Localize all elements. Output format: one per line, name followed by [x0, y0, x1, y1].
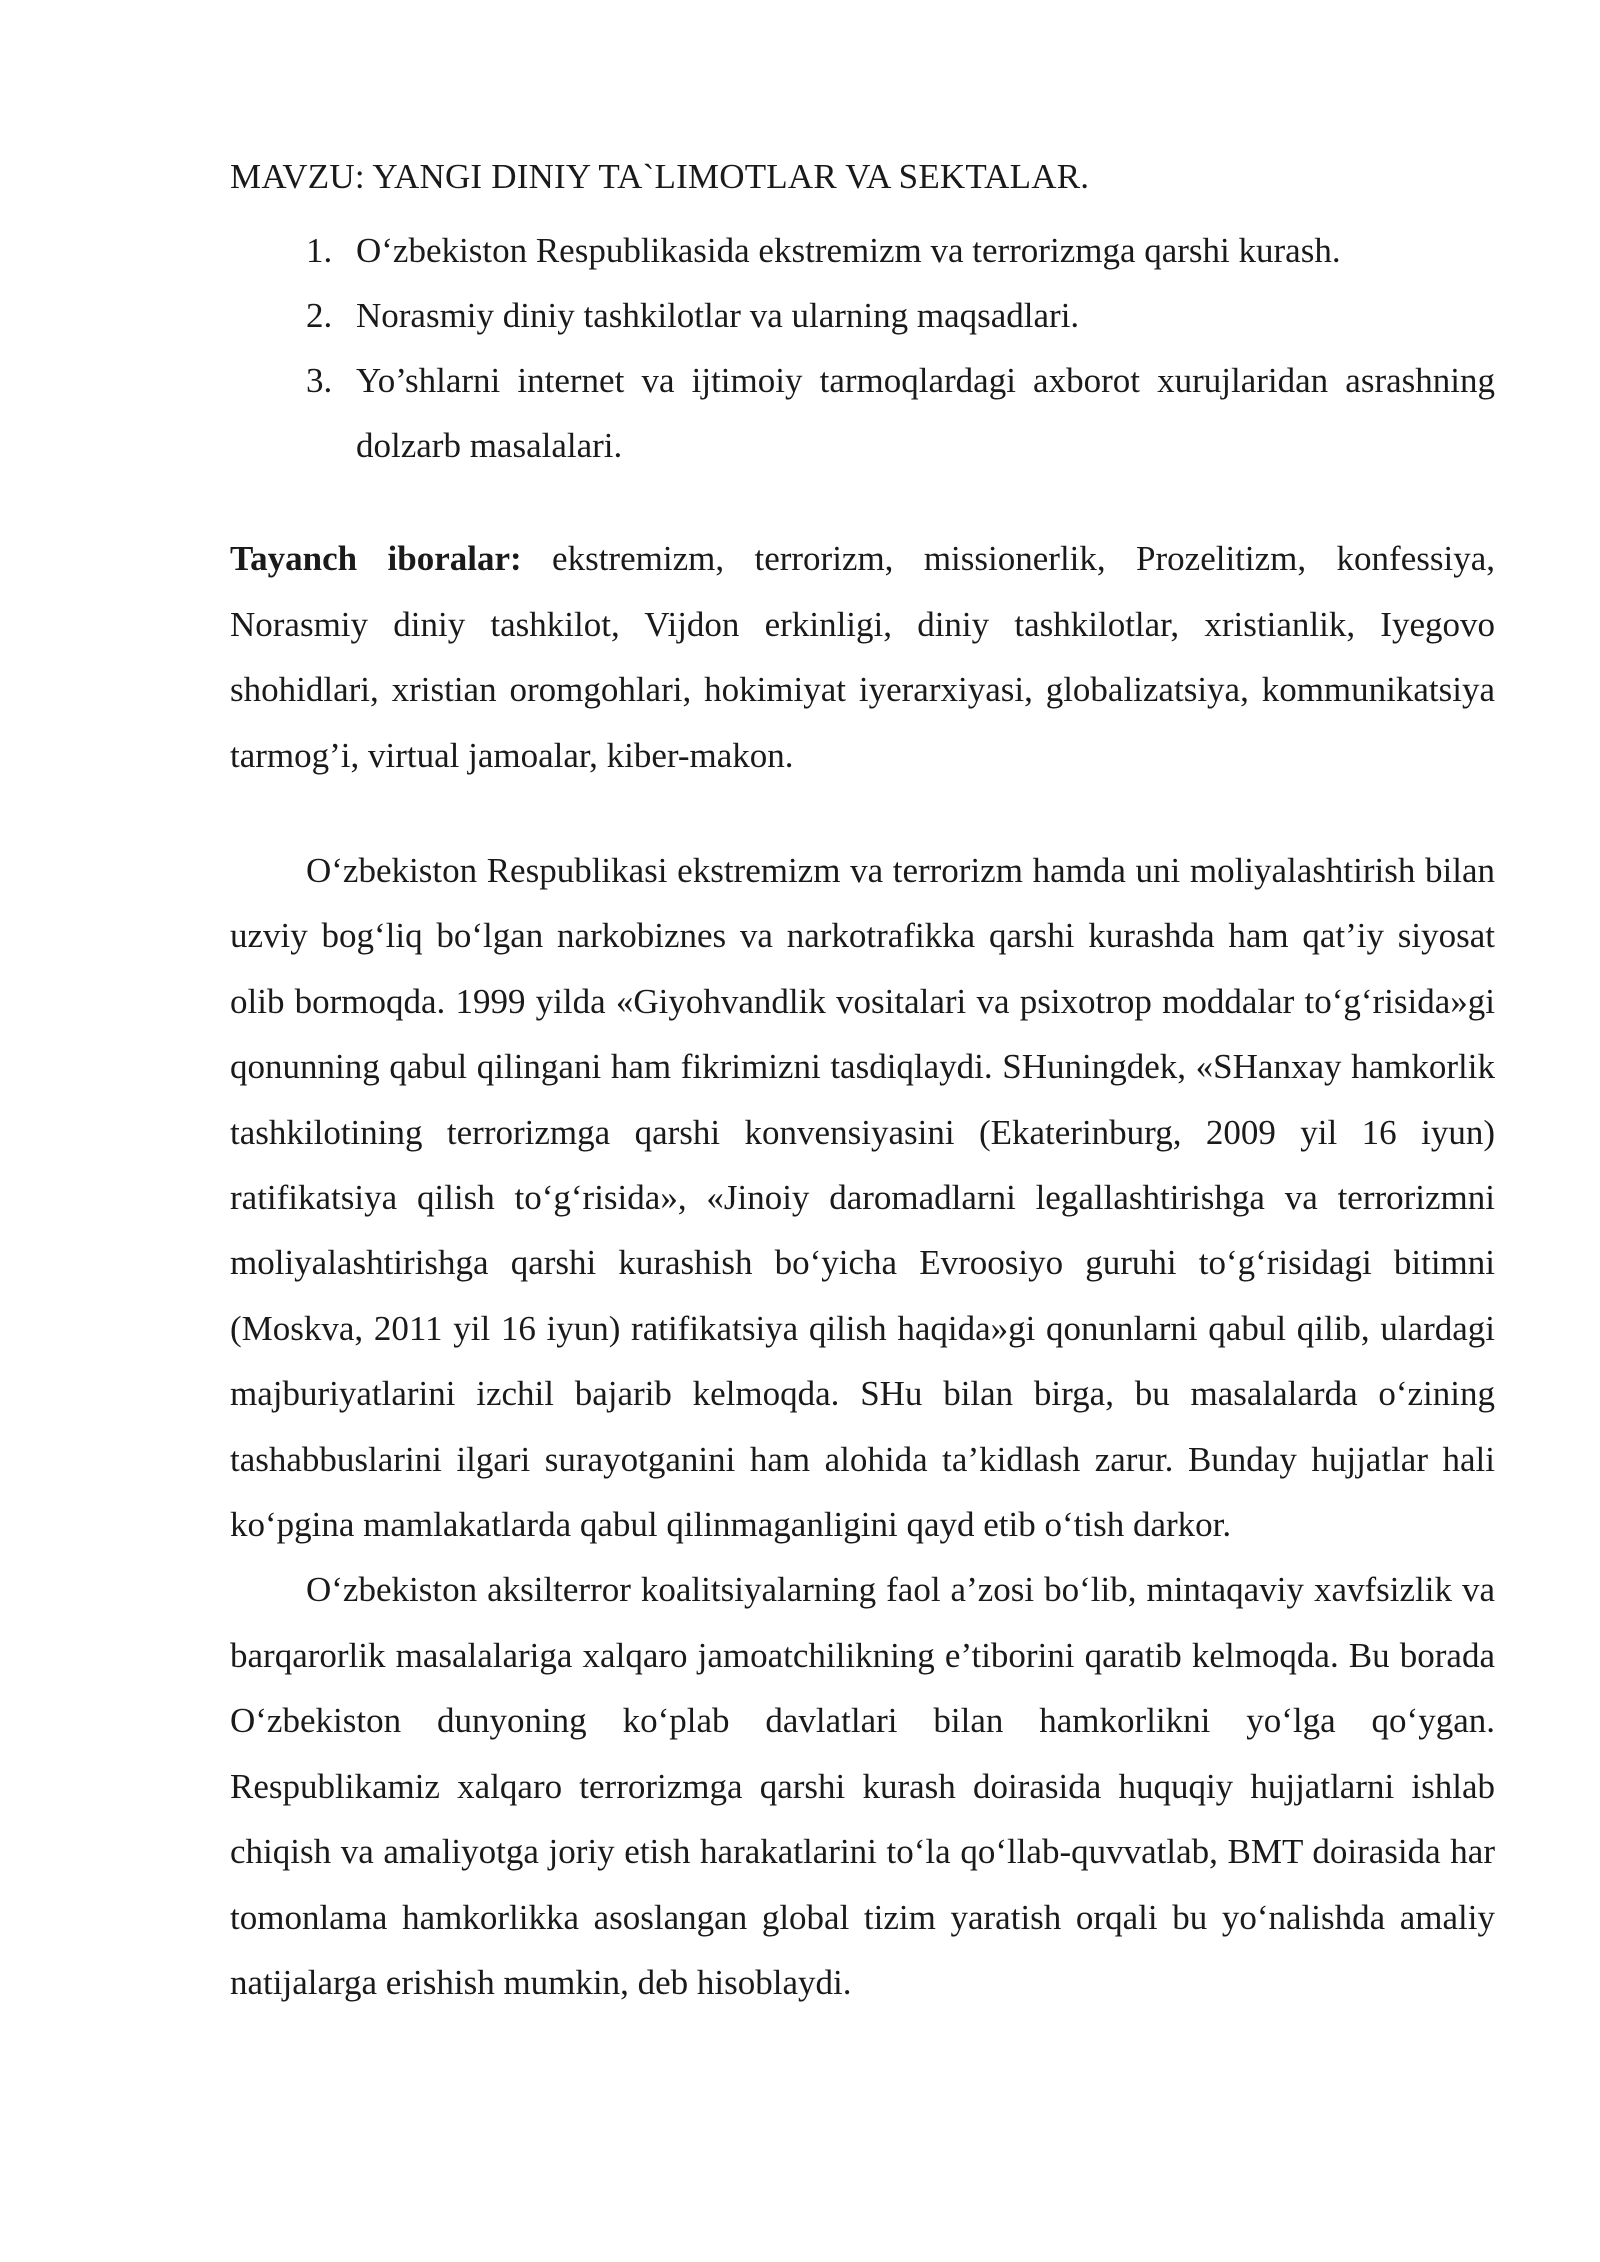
- topic-text: Yo’shlarni internet va ijtimoiy tarmoqlardagi axborot xurujlaridan asrashning dolzarb masalalari.: [356, 361, 1495, 465]
- keywords-paragraph: [230, 526, 1495, 788]
- topic-text: Norasmiy diniy tashkilotlar va ularning maqsadlari.: [356, 296, 1080, 335]
- keywords-label: Tayanch iboralar:: [230, 539, 522, 578]
- topic-item: [230, 283, 1495, 348]
- body-paragraph: O‘zbekiston Respublikasi ekstremizm va terrorizm hamda uni moliyalashtirish bilan uzviy bog‘liq bo‘lgan narkobiznes va narkotrafikka qarshi kurashda ham qat’iy siyosat olib bormoqda. 1999 yilda «Giyohvandlik vositalari va psixotrop moddalar to‘g‘risida»gi qonunning qabul qilingani ham fikrimizni tasdiqlaydi. SHuningdek, «SHanxay hamkorlik tashkilotining terrorizmga qarshi konvensiyasini (Ekaterinburg, 2009 yil 16 iyun) ratifikatsiya qilish to‘g‘risida», «Jinoiy daromadlarni legallashtirishga va terrorizmni moliyalashtirishga qarshi kurashish bo‘yicha Evroosiyo guruhi to‘g‘risidagi bitimni (Moskva, 2011 yil 16 iyun) ratifikatsiya qilish haqida»gi qonunlarni qabul qilib, ulardagi majburiyatlarini izchil bajarib kelmoqda. SHu bilan birga, bu masalalarda o‘zining tashabbuslarini ilgari surayotganini ham alohida ta’kidlash zarur. Bunday hujjatlar hali ko‘pgina mamlakatlarda qabul qilinmaganligini qayd etib o‘tish darkor.: [230, 851, 1495, 1545]
- body-paragraph: O‘zbekiston aksilterror koalitsiyalarning faol a’zosi bo‘lib, mintaqaviy xavfsizlik va barqarorlik masalalariga xalqaro jamoatchilikning e’tiborini qaratib kelmoqda. Bu borada O‘zbekiston dunyoning ko‘plab davlatlari bilan hamkorlikni yo‘lga qo‘ygan. Respublikamiz xalqaro terrorizmga qarshi kurash doirasida huquqiy hujjatlarni ishlab chiqish va amaliyotga joriy etish harakatlarini to‘la qo‘llab-quvvatlab, BMT doirasida har tomonlama hamkorlikka asoslangan global tizim yaratish orqali bu yo‘nalishda amaliy natijalarga erishish mumkin, deb hisoblaydi.: [230, 1570, 1495, 2002]
- topic-item: [230, 348, 1495, 478]
- keywords-text: ekstremizm, terrorizm, missionerlik, Prozelitizm, konfessiya, Norasmiy diniy tashkilot, Vijdon erkinligi, diniy tashkilotlar, xristianlik, Iyegovo shohidlari, xristian oromgohlari, hokimiyat iyerarxiyasi, globalizatsiya, kommunikatsiya tarmog’i, virtual jamoalar, kiber-makon.: [230, 539, 1495, 775]
- document-page: [230, 152, 1495, 2015]
- topic-item: [230, 218, 1495, 283]
- topic-text: O‘zbekiston Respublikasida ekstremizm va terrorizmga qarshi kurash.: [356, 231, 1341, 270]
- topic-list: [230, 218, 1495, 478]
- topic-number: 3.: [306, 361, 333, 400]
- topic-number: 2.: [306, 296, 333, 335]
- body-text: [230, 838, 1495, 2015]
- topic-number: 1.: [306, 231, 333, 270]
- page-title: MAVZU: YANGI DINIY TA`LIMOTLAR VA SEKTALAR.: [230, 157, 1090, 196]
